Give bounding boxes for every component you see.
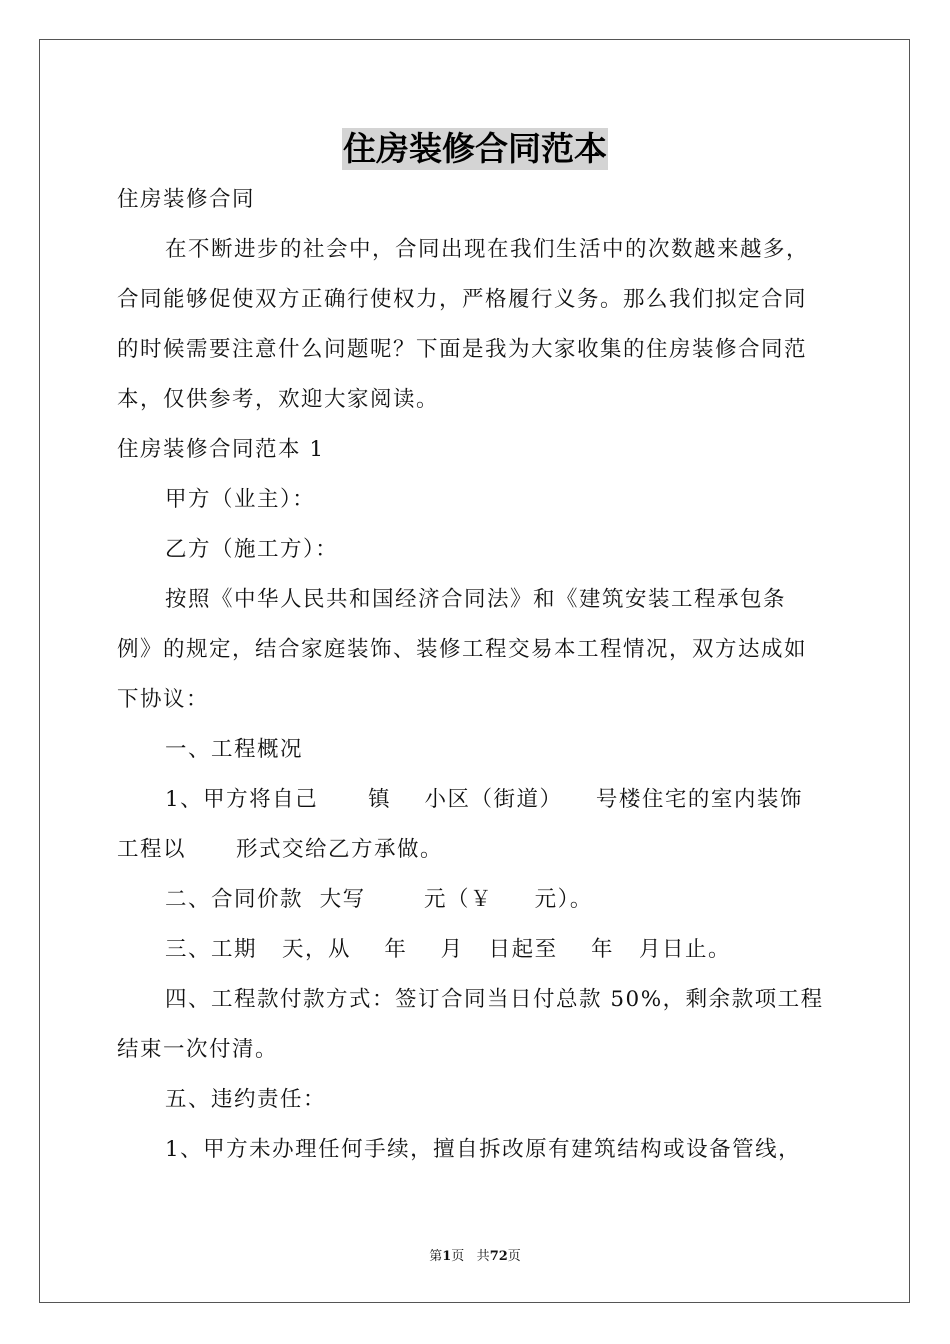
- text-line: 例》的规定，结合家庭装饰、装修工程交易本工程情况，双方达成如: [117, 637, 808, 662]
- total-prefix: 共: [476, 1249, 490, 1264]
- text-line: 工程以 形式交给乙方承做。: [117, 837, 444, 862]
- text-line: 1、甲方未办理任何手续，擅自拆改原有建筑结构或设备管线，: [165, 1137, 802, 1162]
- total-pages: 72: [489, 1249, 508, 1264]
- page-number: 1: [442, 1249, 452, 1264]
- text-line: 按照《中华人民共和国经济合同法》和《建筑安装工程承包条: [165, 587, 787, 612]
- text-line: 的时候需要注意什么问题呢？下面是我为大家收集的住房装修合同范: [117, 337, 808, 362]
- text-line: 在不断进步的社会中，合同出现在我们生活中的次数越来越多，: [165, 237, 810, 262]
- text-line: 1、甲方将自己 镇 小区（街道） 号楼住宅的室内装饰: [165, 787, 803, 812]
- page-suffix: 页: [451, 1249, 465, 1264]
- text-line: 一、工程概况: [165, 737, 304, 762]
- total-suffix: 页: [507, 1249, 521, 1264]
- text-line: 结束一次付清。: [117, 1037, 279, 1062]
- page-footer: [0, 1245, 950, 1264]
- text-line: 三、工期 天，从 年 月 日起至 年 月日止。: [165, 937, 732, 962]
- text-line: 二、合同价款 大写 元（￥ 元）。: [165, 887, 593, 912]
- page-prefix: 第: [429, 1249, 443, 1264]
- text-line: 住房装修合同范本 1: [117, 437, 325, 462]
- text-line: 甲方（业主）：: [165, 487, 316, 512]
- text-line: 住房装修合同: [117, 187, 256, 212]
- document-title: [0, 128, 950, 170]
- document-title-text: 住房装修合同范本: [343, 129, 607, 168]
- text-line: 下协议：: [117, 687, 210, 712]
- text-line: 乙方（施工方）：: [165, 537, 339, 562]
- text-line: 本，仅供参考，欢迎大家阅读。: [117, 387, 440, 412]
- text-line: 五、违约责任：: [165, 1087, 327, 1112]
- text-line: 合同能够促使双方正确行使权力，严格履行义务。那么我们拟定合同: [117, 287, 808, 312]
- text-line: 四、工程款付款方式：签订合同当日付总款 50%，剩余款项工程: [165, 987, 824, 1012]
